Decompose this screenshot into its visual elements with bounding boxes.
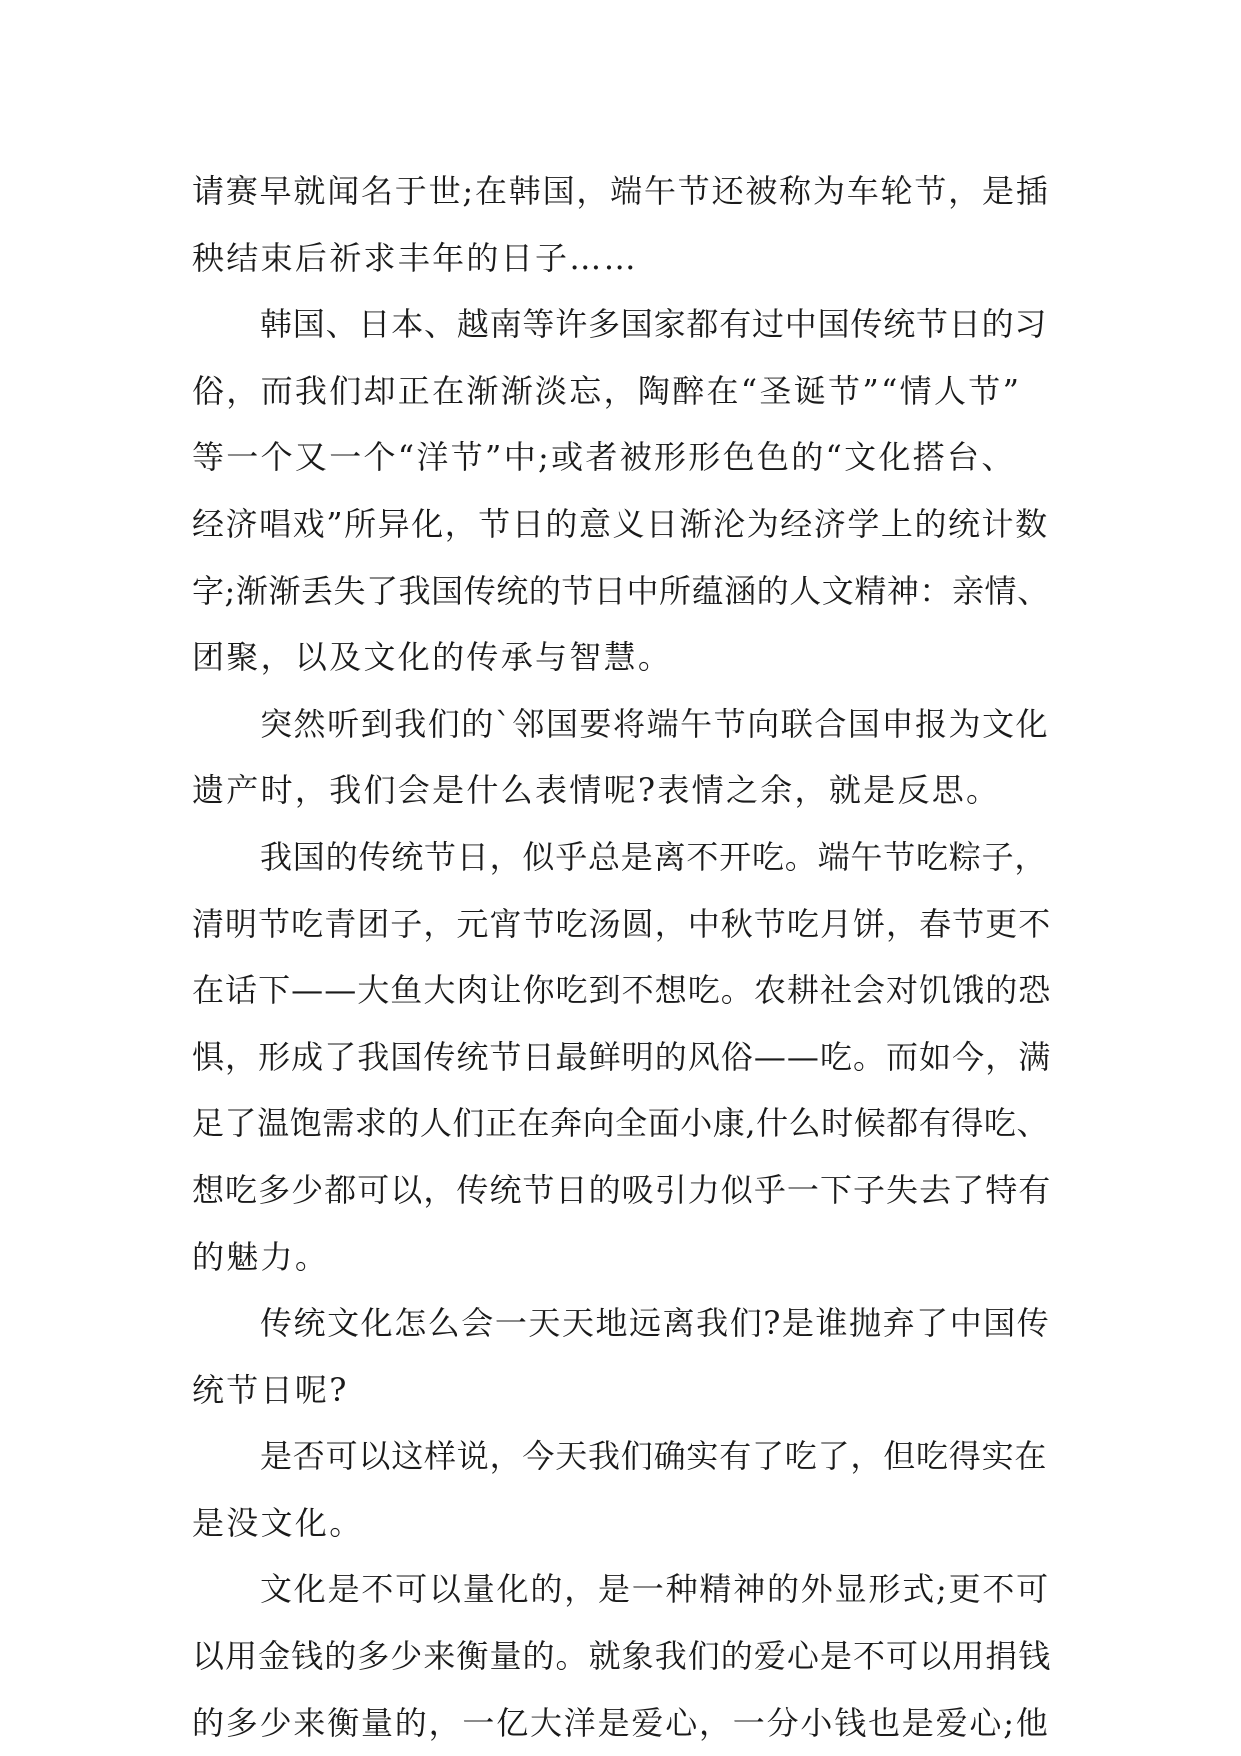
paragraph-first-line: 我国的传统节日，似乎总是离不开吃。端午节吃粽子， [260, 837, 1048, 876]
text-line: 是没文化。 [192, 1503, 364, 1542]
text-line: 的魅力。 [192, 1237, 330, 1276]
paragraph-first-line: 传统文化怎么会一天天地远离我们?是谁抛弃了中国传 [260, 1304, 1051, 1343]
text-line: 遗产时，我们会是什么表情呢?表情之余，就是反思。 [192, 771, 1001, 810]
document-body [192, 158, 1052, 1756]
text-line: 足了温饱需求的人们正在奔向全面小康,什么时候都有得吃、 [192, 1104, 1050, 1143]
text-line: 的多少来衡量的，一亿大洋是爱心，一分小钱也是爱心;他 [192, 1703, 1050, 1742]
paragraph-first-line: 突然听到我们的`邻国要将端午节向联合国申报为文化 [260, 704, 1050, 743]
text-line: 字;渐渐丢失了我国传统的节日中所蕴涵的人文精神：亲情、 [192, 571, 1050, 610]
text-line: 清明节吃青团子，元宵节吃汤圆，中秋节吃月饼，春节更不 [192, 904, 1052, 943]
text-line: 俗，而我们却正在渐渐淡忘，陶醉在“圣诞节”“情人节” [192, 371, 1022, 410]
text-line: 等一个又一个“洋节”中;或者被形形色色的“文化搭台、 [192, 438, 1016, 477]
paragraph-first-line: 是否可以这样说，今天我们确实有了吃了，但吃得实在 [260, 1437, 1048, 1476]
paragraph-first-line: 韩国、日本、越南等许多国家都有过中国传统节日的习 [260, 305, 1048, 344]
text-line: 想吃多少都可以，传统节日的吸引力似乎一下子失去了特有 [192, 1170, 1052, 1209]
text-line: 统节日呢? [192, 1370, 349, 1409]
text-line: 秧结束后祈求丰年的日子…… [192, 238, 638, 277]
text-line: 团聚，以及文化的传承与智慧。 [192, 638, 673, 677]
text-line: 请赛早就闻名于世;在韩国，端午节还被称为车轮节，是插 [192, 172, 1050, 210]
text-line: 以用金钱的多少来衡量的。就象我们的爱心是不可以用捐钱 [192, 1637, 1052, 1676]
text-line: 惧，形成了我国传统节日最鲜明的风俗——吃。而如今，满 [192, 1037, 1052, 1076]
paragraph-first-line: 文化是不可以量化的，是一种精神的外显形式;更不可 [260, 1570, 1050, 1609]
text-line: 经济唱戏”所异化，节日的意义日渐沦为经济学上的统计数 [192, 504, 1049, 543]
text-line: 在话下——大鱼大肉让你吃到不想吃。农耕社会对饥饿的恐 [192, 971, 1052, 1010]
